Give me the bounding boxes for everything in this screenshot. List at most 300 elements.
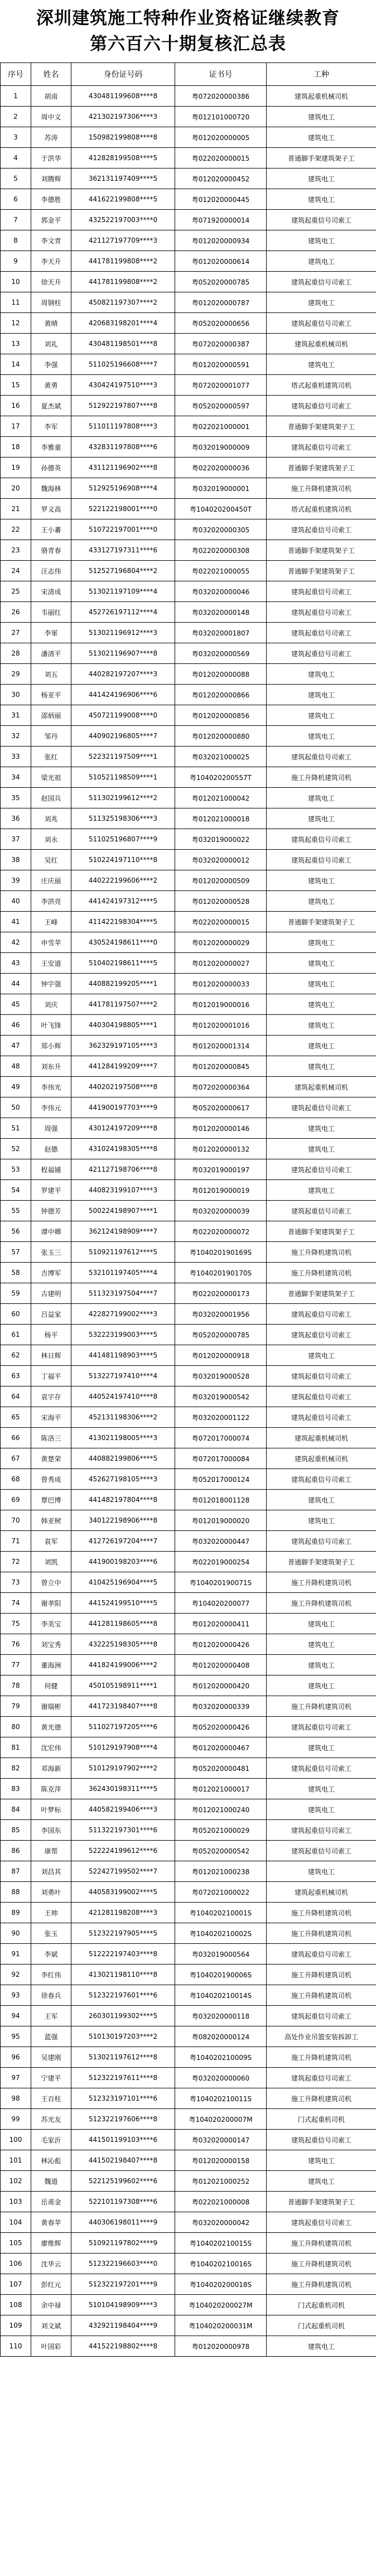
cell-index: 42: [1, 932, 31, 953]
cell-name: 王安道: [31, 953, 71, 974]
cell-job-type: 建筑起重信号司索工: [267, 1531, 376, 1552]
table-row: [1, 1675, 376, 1696]
cell-index: 83: [1, 1779, 31, 1799]
cell-id-number: 441424197312****5: [71, 891, 175, 912]
cell-job-type: 塔式起重机建筑司机: [267, 499, 376, 519]
cell-certificate-number: 粤104020190071S: [175, 1572, 267, 1593]
cell-name: 李洪亮: [31, 891, 71, 912]
cell-certificate-number: 粤012020000591: [175, 354, 267, 375]
cell-certificate-number: 粤012019000019: [175, 1180, 267, 1201]
cell-id-number: 510521198509****1: [71, 767, 175, 788]
cell-name: 汪志伟: [31, 561, 71, 581]
cell-certificate-number: 粤012020000918: [175, 1345, 267, 1366]
cell-index: 53: [1, 1159, 31, 1180]
cell-job-type: 建筑起重信号司索工: [267, 2130, 376, 2150]
cell-index: 59: [1, 1283, 31, 1304]
cell-certificate-number: 粤012020000934: [175, 230, 267, 251]
cell-name: 古建明: [31, 1283, 71, 1304]
table-row: [1, 1944, 376, 1964]
cell-index: 107: [1, 2274, 31, 2295]
cell-index: 90: [1, 1923, 31, 1944]
table-row: [1, 850, 376, 870]
cell-id-number: 512322197201****9: [71, 2274, 175, 2295]
cell-certificate-number: 粤032020001956: [175, 1304, 267, 1325]
cell-name: 李德胜: [31, 189, 71, 210]
cell-index: 52: [1, 1139, 31, 1159]
cell-id-number: 510129197902****2: [71, 1758, 175, 1779]
table-row: [1, 2212, 376, 2233]
cell-id-number: 440902196805****7: [71, 726, 175, 747]
table-row: [1, 1964, 376, 1985]
table-row: [1, 375, 376, 396]
cell-job-type: 建筑电工: [267, 1015, 376, 1036]
cell-index: 91: [1, 1944, 31, 1964]
cell-id-number: 522125199602****6: [71, 2171, 175, 2192]
table-row: [1, 1593, 376, 1614]
table-row: [1, 623, 376, 643]
cell-certificate-number: 粤022021000055: [175, 561, 267, 581]
table-row: [1, 416, 376, 437]
cell-certificate-number: 粤032020000569: [175, 643, 267, 664]
cell-job-type: 建筑起重机械司机: [267, 1882, 376, 1903]
cell-name: 刘腾辉: [31, 168, 71, 189]
cell-certificate-number: 粤012018001128: [175, 1490, 267, 1510]
cell-certificate-number: 粤032020000305: [175, 519, 267, 540]
cell-certificate-number: 粤072017000084: [175, 1448, 267, 1469]
cell-id-number: 510104198909****3: [71, 2295, 175, 2315]
cell-index: 5: [1, 168, 31, 189]
cell-job-type: 建筑电工: [267, 1056, 376, 1077]
cell-job-type: 建筑电工: [267, 2150, 376, 2171]
cell-name: 黄楚荣: [31, 1448, 71, 1469]
cell-name: 郑小辉: [31, 1036, 71, 1056]
cell-name: 邹丹: [31, 726, 71, 747]
cell-certificate-number: 粤012020000509: [175, 870, 267, 891]
table-row: [1, 1882, 376, 1903]
cell-index: 68: [1, 1469, 31, 1490]
table-row: [1, 561, 376, 581]
cell-name: 李国东: [31, 1820, 71, 1841]
cell-job-type: 建筑电工: [267, 1737, 376, 1758]
cell-id-number: 511025196608****7: [71, 354, 175, 375]
cell-job-type: 建筑起重信号司索工: [267, 1366, 376, 1386]
cell-id-number: 512322197611****8: [71, 2068, 175, 2088]
cell-name: 袁宇存: [31, 1386, 71, 1407]
cell-certificate-number: 粤022020000015: [175, 912, 267, 932]
cell-index: 79: [1, 1696, 31, 1717]
cell-job-type: 建筑电工: [267, 1118, 376, 1139]
cell-name: 张红: [31, 747, 71, 767]
cell-name: 刘兆: [31, 808, 71, 829]
table-row: [1, 1201, 376, 1221]
cell-certificate-number: 粤022020000308: [175, 540, 267, 561]
cell-job-type: 门式起重机司机: [267, 2315, 376, 2336]
cell-index: 88: [1, 1882, 31, 1903]
table-row: [1, 1469, 376, 1490]
cell-job-type: 建筑起重信号司索工: [267, 396, 376, 416]
cell-index: 16: [1, 396, 31, 416]
cell-job-type: 建筑起重信号司索工: [267, 623, 376, 643]
cell-id-number: 511025196807****9: [71, 829, 175, 850]
header-id-number: 身份证号码: [71, 63, 175, 86]
cell-job-type: 建筑电工: [267, 788, 376, 808]
cell-certificate-number: 粤012020000614: [175, 251, 267, 272]
cell-name: 曾秀成: [31, 1469, 71, 1490]
cell-index: 3: [1, 127, 31, 148]
cell-certificate-number: 粤104020210011S: [175, 2088, 267, 2109]
cell-job-type: 施工升降机建筑司机: [267, 2254, 376, 2274]
cell-job-type: 建筑电工: [267, 127, 376, 148]
cell-certificate-number: 粤012020000787: [175, 292, 267, 313]
cell-name: 郭金平: [31, 210, 71, 230]
cell-index: 60: [1, 1304, 31, 1325]
cell-index: 32: [1, 726, 31, 747]
cell-index: 41: [1, 912, 31, 932]
cell-index: 22: [1, 519, 31, 540]
cell-id-number: 512527196804****2: [71, 561, 175, 581]
cell-job-type: 建筑电工: [267, 1655, 376, 1675]
cell-job-type: 建筑起重信号司索工: [267, 850, 376, 870]
cell-id-number: 431121196902****8: [71, 458, 175, 478]
cell-index: 86: [1, 1841, 31, 1861]
table-row: [1, 478, 376, 499]
cell-id-number: 450721199008****0: [71, 705, 175, 726]
cell-certificate-number: 粤032020000118: [175, 2006, 267, 2026]
cell-name: 黄勇: [31, 375, 71, 396]
cell-id-number: 432522197003****0: [71, 210, 175, 230]
cell-index: 93: [1, 1985, 31, 2006]
cell-index: 6: [1, 189, 31, 210]
cell-id-number: 441522198802****8: [71, 2336, 175, 2357]
cell-index: 94: [1, 2006, 31, 2026]
cell-job-type: 施工升降机建筑司机: [267, 1964, 376, 1985]
cell-certificate-number: 粤012020000426: [175, 1634, 267, 1655]
cell-name: 刘永: [31, 829, 71, 850]
cell-index: 36: [1, 808, 31, 829]
cell-certificate-number: 粤032019000197: [175, 1159, 267, 1180]
table-row: [1, 1139, 376, 1159]
table-row: [1, 2109, 376, 2130]
cell-job-type: 建筑起重信号司索工: [267, 1841, 376, 1861]
table-row: [1, 148, 376, 168]
cell-job-type: 普通脚手架建筑架子工: [267, 416, 376, 437]
table-row: [1, 230, 376, 251]
cell-certificate-number: 粤104020210002S: [175, 1923, 267, 1944]
cell-index: 54: [1, 1180, 31, 1201]
cell-certificate-number: 粤104020200007M: [175, 2109, 267, 2130]
table-row: [1, 2192, 376, 2212]
cell-certificate-number: 粤012021000017: [175, 1779, 267, 1799]
cell-certificate-number: 粤012020000408: [175, 1655, 267, 1675]
cell-job-type: 施工升降机建筑司机: [267, 1903, 376, 1923]
table-row: [1, 953, 376, 974]
cell-name: 谢孝阳: [31, 1593, 71, 1614]
cell-index: 51: [1, 1118, 31, 1139]
table-row: [1, 2233, 376, 2254]
cell-index: 96: [1, 2047, 31, 2068]
table-row: [1, 1386, 376, 1407]
cell-job-type: 建筑起重信号司索工: [267, 1097, 376, 1118]
cell-name: 钟宇强: [31, 974, 71, 994]
cell-id-number: 513021197612****8: [71, 2047, 175, 2068]
cell-job-type: 建筑电工: [267, 705, 376, 726]
cell-id-number: 452726197112****4: [71, 602, 175, 623]
cell-name: 王小蕃: [31, 519, 71, 540]
cell-job-type: 施工升降机建筑司机: [267, 1696, 376, 1717]
cell-id-number: 440282197207****3: [71, 664, 175, 685]
table-row: [1, 1242, 376, 1263]
cell-index: 40: [1, 891, 31, 912]
cell-index: 100: [1, 2130, 31, 2150]
cell-job-type: 建筑电工: [267, 1634, 376, 1655]
table-row: [1, 1634, 376, 1655]
cell-index: 21: [1, 499, 31, 519]
cell-index: 76: [1, 1634, 31, 1655]
cell-job-type: 门式起重机司机: [267, 2109, 376, 2130]
cell-name: 潘清平: [31, 643, 71, 664]
cell-certificate-number: 粤072021000022: [175, 1882, 267, 1903]
cell-certificate-number: 粤052020000542: [175, 1841, 267, 1861]
table-row: [1, 1263, 376, 1283]
table-row: [1, 1614, 376, 1634]
cell-certificate-number: 粤104020200031M: [175, 2315, 267, 2336]
cell-certificate-number: 粤032020000012: [175, 850, 267, 870]
cell-certificate-number: 粤022019000254: [175, 1552, 267, 1572]
cell-index: 38: [1, 850, 31, 870]
cell-id-number: 512322197601****6: [71, 1985, 175, 2006]
cell-certificate-number: 粤032020001122: [175, 1407, 267, 1428]
cell-certificate-number: 粤072020000386: [175, 86, 267, 107]
cell-id-number: 430481199608****8: [71, 86, 175, 107]
cell-certificate-number: 粤012021000252: [175, 2171, 267, 2192]
cell-index: 106: [1, 2254, 31, 2274]
cell-id-number: 532223199003****5: [71, 1325, 175, 1345]
cell-certificate-number: 粤022020000072: [175, 1221, 267, 1242]
table-row: [1, 1737, 376, 1758]
cell-index: 110: [1, 2336, 31, 2357]
table-row: [1, 974, 376, 994]
cell-certificate-number: 粤012021000018: [175, 808, 267, 829]
cell-index: 13: [1, 334, 31, 354]
cell-name: 刘凯: [31, 1552, 71, 1572]
table-row: [1, 1036, 376, 1056]
cell-name: 谭中卿: [31, 1221, 71, 1242]
cell-name: 邓海新: [31, 1758, 71, 1779]
title-line-2: 第六百六十期复核汇总表: [90, 34, 286, 54]
cell-job-type: 建筑电工: [267, 107, 376, 127]
cell-id-number: 440306198011****9: [71, 2212, 175, 2233]
cell-id-number: 511302199612****2: [71, 788, 175, 808]
cell-certificate-number: 粤104020190006S: [175, 1964, 267, 1985]
cell-job-type: 施工升降机建筑司机: [267, 478, 376, 499]
cell-index: 62: [1, 1345, 31, 1366]
cell-id-number: 440882199806****5: [71, 1448, 175, 1469]
cell-name: 廖维辉: [31, 2233, 71, 2254]
table-row: [1, 2088, 376, 2109]
cell-certificate-number: 粤012021000238: [175, 1861, 267, 1882]
cell-id-number: 511322197301****6: [71, 1820, 175, 1841]
cell-job-type: 施工升降机建筑司机: [267, 1263, 376, 1283]
cell-id-number: 441900197703****9: [71, 1097, 175, 1118]
cell-id-number: 511011197808****3: [71, 416, 175, 437]
cell-name: 叶飞锋: [31, 1015, 71, 1036]
cell-id-number: 512925196908****4: [71, 478, 175, 499]
cell-index: 80: [1, 1717, 31, 1737]
cell-name: 李美宝: [31, 1614, 71, 1634]
cell-certificate-number: 粤012020000856: [175, 705, 267, 726]
cell-name: 魏道: [31, 2171, 71, 2192]
cell-id-number: 512922197807****8: [71, 396, 175, 416]
cell-id-number: 362430198311****5: [71, 1779, 175, 1799]
cell-certificate-number: 粤012101000720: [175, 107, 267, 127]
cell-id-number: 512323197101****6: [71, 2088, 175, 2109]
cell-name: 李雅童: [31, 437, 71, 458]
cell-job-type: 塔式起重机建筑司机: [267, 375, 376, 396]
cell-job-type: 建筑电工: [267, 1510, 376, 1531]
cell-certificate-number: 粤012020000132: [175, 1139, 267, 1159]
cell-index: 33: [1, 747, 31, 767]
cell-name: 曾立中: [31, 1572, 71, 1593]
cell-id-number: 430524198611****0: [71, 932, 175, 953]
cell-certificate-number: 粤104020190170S: [175, 1263, 267, 1283]
cell-id-number: 512322197905****5: [71, 1923, 175, 1944]
cell-index: 14: [1, 354, 31, 375]
table-row: [1, 2130, 376, 2150]
cell-id-number: 410425196904****5: [71, 1572, 175, 1593]
cell-name: 钟德芳: [31, 1201, 71, 1221]
cell-certificate-number: 粤012020000445: [175, 189, 267, 210]
table-row: [1, 396, 376, 416]
table-row: [1, 2150, 376, 2171]
cell-name: 李伟光: [31, 1077, 71, 1097]
cell-name: 毛家沂: [31, 2130, 71, 2150]
table-row: [1, 251, 376, 272]
cell-name: 袁军: [31, 1531, 71, 1552]
cell-index: 77: [1, 1655, 31, 1675]
table-row: [1, 1861, 376, 1882]
cell-id-number: 430124197209****8: [71, 1118, 175, 1139]
cell-job-type: 施工升降机建筑司机: [267, 2274, 376, 2295]
cell-job-type: 建筑电工: [267, 1345, 376, 1366]
cell-id-number: 510130197203****2: [71, 2026, 175, 2047]
cell-index: 43: [1, 953, 31, 974]
cell-job-type: 施工升降机建筑司机: [267, 2088, 376, 2109]
cell-job-type: 建筑起重信号司索工: [267, 1201, 376, 1221]
cell-certificate-number: 粤032019000542: [175, 1386, 267, 1407]
cell-job-type: 建筑电工: [267, 994, 376, 1015]
cell-job-type: 建筑电工: [267, 168, 376, 189]
cell-id-number: 432831197808****6: [71, 437, 175, 458]
cell-name: 康帮: [31, 1841, 71, 1861]
cell-name: 赵国兵: [31, 788, 71, 808]
table-row: [1, 1923, 376, 1944]
cell-certificate-number: 粤082020000124: [175, 2026, 267, 2047]
cell-job-type: 施工升降机建筑司机: [267, 1242, 376, 1263]
cell-name: 周强: [31, 1118, 71, 1139]
cell-job-type: 建筑起重信号司索工: [267, 1304, 376, 1325]
cell-job-type: 建筑电工: [267, 251, 376, 272]
table-row: [1, 643, 376, 664]
cell-id-number: 440583199002****5: [71, 1882, 175, 1903]
cell-certificate-number: 粤022020000173: [175, 1283, 267, 1304]
cell-name: 夏杰斌: [31, 396, 71, 416]
cell-id-number: 413021198005****3: [71, 1428, 175, 1448]
cell-index: 48: [1, 1056, 31, 1077]
table-row: [1, 499, 376, 519]
cell-job-type: 建筑起重信号司索工: [267, 602, 376, 623]
cell-index: 56: [1, 1221, 31, 1242]
table-row: [1, 1779, 376, 1799]
cell-name: 赵德: [31, 1139, 71, 1159]
cell-index: 31: [1, 705, 31, 726]
table-row: [1, 107, 376, 127]
cell-name: 罗建平: [31, 1180, 71, 1201]
cell-certificate-number: 粤012020000027: [175, 953, 267, 974]
cell-index: 45: [1, 994, 31, 1015]
cell-certificate-number: 粤072020000364: [175, 1077, 267, 1097]
cell-index: 34: [1, 767, 31, 788]
cell-index: 29: [1, 664, 31, 685]
cell-name: 刘勇叶: [31, 1882, 71, 1903]
cell-index: 55: [1, 1201, 31, 1221]
cell-certificate-number: 粤012020000033: [175, 974, 267, 994]
cell-job-type: 普通脚手架建筑架子工: [267, 2192, 376, 2212]
cell-name: 程福铺: [31, 1159, 71, 1180]
cell-name: 梁光祖: [31, 767, 71, 788]
cell-certificate-number: 粤012020000452: [175, 168, 267, 189]
cell-index: 17: [1, 416, 31, 437]
cell-id-number: 433127197311****6: [71, 540, 175, 561]
cell-id-number: 522122198001****0: [71, 499, 175, 519]
table-row: [1, 1799, 376, 1820]
cell-job-type: 施工升降机建筑司机: [267, 1572, 376, 1593]
cell-job-type: 建筑起重信号司索工: [267, 1717, 376, 1737]
table-row: [1, 2026, 376, 2047]
cell-id-number: 422827199002****3: [71, 1304, 175, 1325]
cell-index: 49: [1, 1077, 31, 1097]
table-row: [1, 1283, 376, 1304]
cell-job-type: 建筑电工: [267, 230, 376, 251]
cell-job-type: 施工升降机建筑司机: [267, 2047, 376, 2068]
cell-certificate-number: 粤012019000020: [175, 1510, 267, 1531]
cell-job-type: 建筑起重信号司索工: [267, 1159, 376, 1180]
cell-job-type: 建筑起重信号司索工: [267, 747, 376, 767]
cell-index: 69: [1, 1490, 31, 1510]
cell-id-number: 440524197410****8: [71, 1386, 175, 1407]
cell-index: 61: [1, 1325, 31, 1345]
cell-name: 刘昌其: [31, 1861, 71, 1882]
table-row: [1, 127, 376, 148]
cell-job-type: 建筑起重信号司索工: [267, 643, 376, 664]
cell-id-number: 510921197612****5: [71, 1242, 175, 1263]
table-row: [1, 1552, 376, 1572]
table-row: [1, 1118, 376, 1139]
cell-id-number: 441781197507****2: [71, 994, 175, 1015]
cell-id-number: 340122198906****8: [71, 1510, 175, 1531]
cell-index: 66: [1, 1428, 31, 1448]
cell-job-type: 建筑电工: [267, 726, 376, 747]
cell-certificate-number: 粤052020000785: [175, 272, 267, 292]
cell-job-type: 建筑电工: [267, 1861, 376, 1882]
cell-id-number: 522224199612****6: [71, 1841, 175, 1861]
cell-id-number: 441524199510****5: [71, 1593, 175, 1614]
cell-id-number: 260301199302****5: [71, 2006, 175, 2026]
cell-certificate-number: 粤032019000022: [175, 829, 267, 850]
cell-id-number: 440582199406****3: [71, 1799, 175, 1820]
cell-job-type: 建筑起重信号司索工: [267, 313, 376, 334]
cell-name: 余中禄: [31, 2295, 71, 2315]
cell-index: 95: [1, 2026, 31, 2047]
